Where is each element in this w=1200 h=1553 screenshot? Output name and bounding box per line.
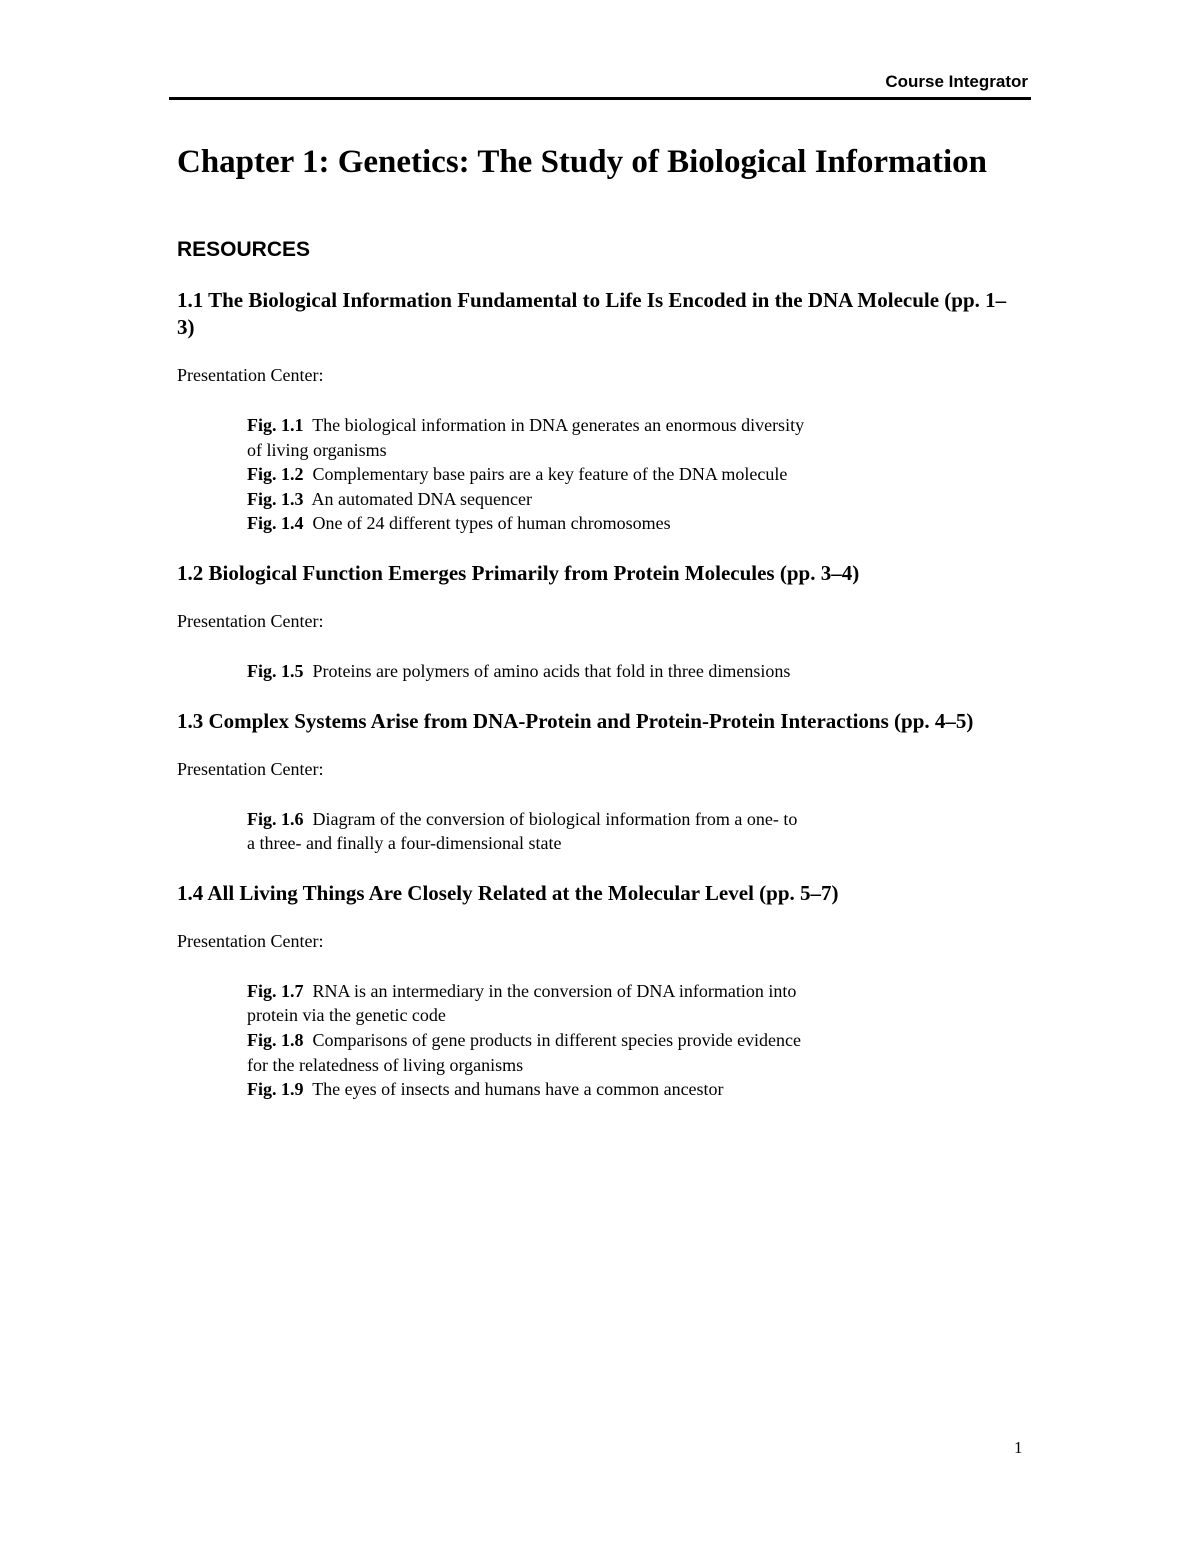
figure-label: Fig. 1.1	[247, 415, 304, 435]
presentation-center-label: Presentation Center:	[177, 758, 324, 779]
figure-caption: Proteins are polymers of amino acids that fold in three dimensions	[312, 660, 791, 681]
figure-label: Fig. 1.7	[247, 980, 304, 1001]
header-rule	[169, 97, 1031, 100]
section-heading: 1.2 Biological Function Emerges Primarily from Protein Molecules (pp. 3–4)	[177, 560, 860, 585]
figure-caption: One of 24 different types of human chromosomes	[312, 513, 671, 534]
figure-list	[247, 659, 1007, 684]
section-1-4	[177, 880, 1007, 1102]
presentation-center-label: Presentation Center:	[177, 365, 324, 385]
figure-item	[247, 511, 807, 536]
figure-caption: Comparisons of gene products in different species provide evidence for the relatedness of living organisms	[247, 1029, 802, 1075]
figure-caption: The eyes of insects and humans have a common ancestor	[312, 1079, 724, 1100]
figure-caption: RNA is an intermediary in the conversion of DNA information into protein via the genetic code	[247, 980, 797, 1026]
section-1-1	[177, 287, 1007, 536]
figure-item	[247, 413, 807, 462]
section-heading: 1.1 The Biological Information Fundamental to Life Is Encoded in the DNA Molecule (pp. 1–3)	[177, 288, 1007, 339]
figure-item	[247, 487, 807, 512]
running-header: Course Integrator	[885, 72, 1028, 91]
figure-label: Fig. 1.2	[247, 464, 304, 485]
section-1-3	[177, 708, 1007, 856]
figure-item	[247, 659, 807, 684]
figure-label: Fig. 1.3	[247, 488, 304, 509]
figure-item	[247, 807, 807, 856]
figure-item	[247, 1028, 807, 1077]
figure-list	[247, 413, 1007, 536]
page-number: 1	[1014, 1438, 1023, 1457]
figure-item	[247, 1077, 807, 1102]
section-heading: 1.4 All Living Things Are Closely Related at the Molecular Level (pp. 5–7)	[177, 880, 839, 905]
figure-item	[247, 462, 807, 487]
presentation-center-label: Presentation Center:	[177, 930, 324, 951]
resources-heading: RESOURCES	[177, 238, 311, 261]
figure-label: Fig. 1.6	[247, 808, 304, 829]
figure-label: Fig. 1.5	[247, 660, 304, 681]
figure-item	[247, 979, 807, 1028]
figure-caption: Diagram of the conversion of biological information from a one- to a three- and finally a four-dimensional state	[247, 808, 798, 854]
presentation-center-label: Presentation Center:	[177, 610, 324, 631]
figure-label: Fig. 1.4	[247, 513, 304, 534]
figure-list	[247, 807, 1007, 856]
figure-caption: The biological information in DNA generates an enormous diversity of living organisms	[247, 415, 805, 460]
figure-label: Fig. 1.9	[247, 1079, 304, 1100]
section-1-2	[177, 560, 1007, 684]
figure-caption: An automated DNA sequencer	[311, 488, 532, 509]
chapter-title: Chapter 1: Genetics: The Study of Biological Information	[177, 144, 988, 180]
figure-list	[247, 979, 1007, 1102]
figure-caption: Complementary base pairs are a key feature of the DNA molecule	[312, 464, 788, 485]
page-content	[177, 142, 1007, 1126]
figure-label: Fig. 1.8	[247, 1029, 304, 1050]
section-heading: 1.3 Complex Systems Arise from DNA-Protein and Protein-Protein Interactions (pp. 4–5)	[177, 708, 974, 733]
